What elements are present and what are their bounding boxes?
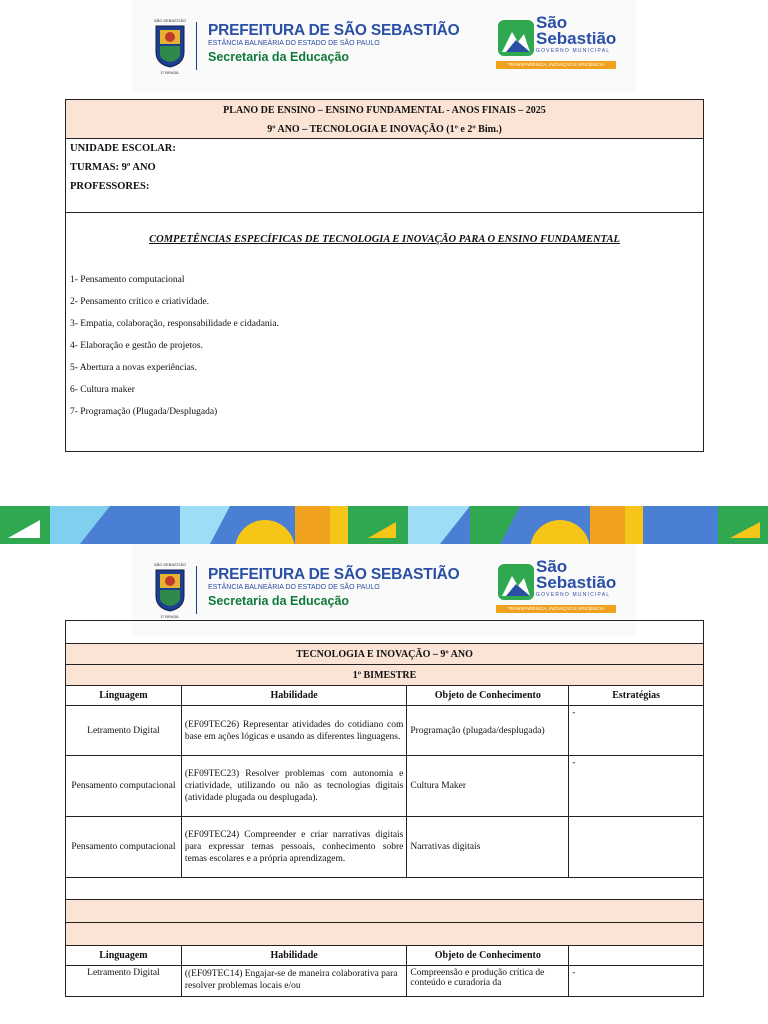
secretariat-name: Secretaria da Educação [208,594,350,608]
competency-item: 3- Empatia, colaboração, responsabilidade e cidadania. [70,319,279,329]
table-row [66,817,704,878]
plan-info-row [66,139,704,213]
city-name [536,559,616,591]
knowledge-object-cell: Narrativas digitais [407,817,569,878]
language-cell: Pensamento computacional [66,756,182,817]
plan-header-line-1: PLANO DE ENSINO – ENSINO FUNDAMENTAL - ANOS FINAIS – 2025 [223,104,546,116]
competencies-list [66,275,699,429]
strategies-cell: - [569,706,704,756]
column-header-language: Linguagem [66,686,182,706]
column-header-strategies [569,946,704,966]
competency-item: 4- Elaboração e gestão de projetos. [70,341,203,351]
letterhead-divider [196,22,197,70]
secretariat-name: Secretaria da Educação [208,50,350,64]
crest-top-text: SÃO SEBASTIÃO [153,18,187,23]
municipal-crest-icon [154,568,186,612]
city-name-line-1: São [536,557,568,576]
competencies-row [66,213,704,452]
column-header-knowledge-object: Objeto de Conhecimento [407,686,569,706]
table-row [66,756,704,817]
city-name-line-2: Sebastião [536,573,617,592]
curriculum-title: TECNOLOGIA E INOVAÇÃO – 9º ANO [66,644,704,665]
prefeitura-title: PREFEITURA DE SÃO SEBASTIÃO [208,22,460,39]
school-unit-label: UNIDADE ESCOLAR: [70,143,176,154]
crest-bottom-text: 1º BRASIL [160,614,180,619]
municipal-crest-icon [154,24,186,68]
competency-item: 5- Abertura a novas experiências. [70,363,197,373]
strategies-cell [569,817,704,878]
city-logo-icon [496,18,536,58]
bimester-label: 1º BIMESTRE [66,665,704,686]
skill-cell: ((EF09TEC14) Engajar-se de maneira colaborativa para resolver problemas locais e/ou [181,966,407,997]
knowledge-object-cell: Cultura Maker [407,756,569,817]
city-name [536,15,616,47]
empty-title-row [66,900,704,923]
column-header-skill: Habilidade [181,686,407,706]
column-header-row [66,686,704,706]
table-row [66,966,704,997]
column-header-row-2 [66,946,704,966]
prefeitura-title: PREFEITURA DE SÃO SEBASTIÃO [208,566,460,583]
language-cell: Pensamento computacional [66,817,182,878]
plan-header-row [66,100,704,139]
knowledge-object-cell: Programação (plugada/desplugada) [407,706,569,756]
competency-item: 1- Pensamento computacional [70,275,185,285]
letterhead [132,0,636,92]
skill-cell: (EF09TEC23) Resolver problemas com autonomia e criatividade, utilizando ou não as tecnologias digitais (atividade plugada ou desplugada). [181,756,407,817]
spacer-row [66,878,704,900]
city-logo-icon [496,562,536,602]
letterhead-divider [196,566,197,614]
city-tagline: TRANSPARÊNCIA, INOVAÇÃO E EFICIÊNCIA [496,605,616,613]
city-tagline: TRANSPARÊNCIA, INOVAÇÃO E EFICIÊNCIA [496,61,616,69]
competencies-title: COMPETÊNCIAS ESPECÍFICAS DE TECNOLOGIA E INOVAÇÃO PARA O ENSINO FUNDAMENTAL [149,234,620,245]
language-cell: Letramento Digital [66,706,182,756]
city-government-label: GOVERNO MUNICIPAL [536,48,611,54]
crest-bottom-text: 1º BRASIL [160,70,180,75]
skill-cell: (EF09TEC24) Compreender e criar narrativas digitais para expressar temas pessoais, conhecimento sobre temas escolares e a própria aprendizagem. [181,817,407,878]
empty-bimester-row [66,923,704,946]
language-cell: Letramento Digital [66,966,182,997]
column-header-knowledge-object: Objeto de Conhecimento [407,946,569,966]
column-header-strategies: Estratégias [569,686,704,706]
city-name-line-1: São [536,13,568,32]
curriculum-title-row [66,644,704,665]
plan-header-line-2: 9º ANO – TECNOLOGIA E INOVAÇÃO (1º e 2º Bim.) [267,123,502,135]
bimester-row [66,665,704,686]
prefeitura-subtitle: ESTÂNCIA BALNEÁRIA DO ESTADO DE SÃO PAULO [208,584,380,591]
column-header-skill: Habilidade [181,946,407,966]
city-government-label: GOVERNO MUNICIPAL [536,592,611,598]
decorative-banner [0,506,768,544]
competency-item: 7- Programação (Plugada/Desplugada) [70,407,218,417]
teaching-plan-table [65,99,704,452]
blank-row [66,621,704,644]
prefeitura-subtitle: ESTÂNCIA BALNEÁRIA DO ESTADO DE SÃO PAULO [208,40,380,47]
strategies-cell: - [569,966,704,997]
classes-label: TURMAS: 9º ANO [70,162,156,173]
competency-item: 2- Pensamento crítico e criatividade. [70,297,210,307]
crest-top-text: SÃO SEBASTIÃO [153,562,187,567]
competency-item: 6- Cultura maker [70,385,135,395]
knowledge-object-cell: Compreensão e produção crítica de conteúdo e curadoria da [407,966,569,997]
table-row [66,706,704,756]
skill-cell: (EF09TEC26) Representar atividades do cotidiano com base em ações lógicas e usando as diferentes linguagens. [181,706,407,756]
city-name-line-2: Sebastião [536,29,617,48]
strategies-cell: - [569,756,704,817]
column-header-language: Linguagem [66,946,182,966]
curriculum-table [65,620,704,997]
teachers-label: PROFESSORES: [70,181,150,192]
